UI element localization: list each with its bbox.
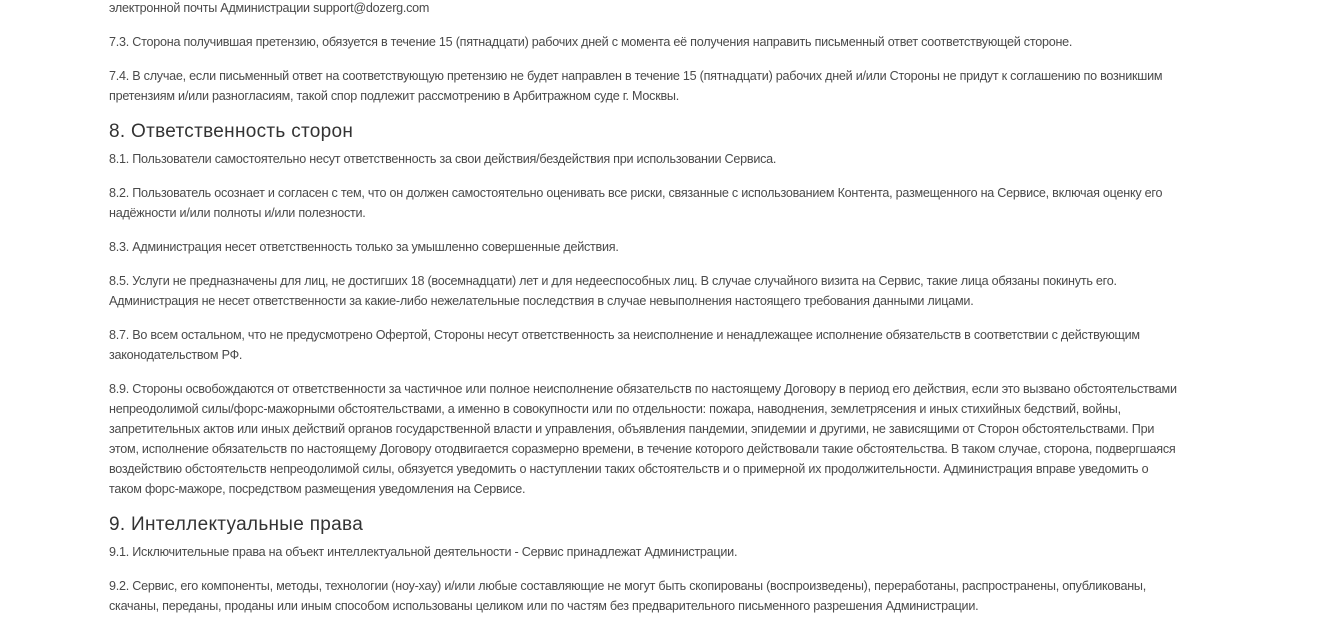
paragraph-7-4: 7.4. В случае, если письменный ответ на соответствующую претензию не будет направлен в течение 15 (пятнадцати) рабочих дней и/или Стороны не придут к соглашению по возникшим претензиям и/или разногласиям, такой спор подлежит рассмотрению в Арбитражном суде г. Москвы. — [109, 69, 1163, 103]
paragraph-8-1: 8.1. Пользователи самостоятельно несут ответственность за свои действия/бездействия при использовании Сервиса. — [109, 152, 777, 166]
paragraph-9-1: 9.1. Исключительные права на объект интеллектуальной деятельности - Сервис принадлежат Администрации. — [109, 545, 738, 559]
paragraph-8-3: 8.3. Администрация несет ответственность только за умышленно совершенные действия. — [109, 240, 619, 254]
paragraph-9-2: 9.2. Сервис, его компоненты, методы, технологии (ноу-хау) и/или любые составляющие не могут быть скопированы (воспроизведены), переработаны, распространены, опубликованы, скачаны, переданы, проданы или иным способом использованы целиком или по частям без предварительного письменного разрешения Администрации. — [109, 579, 1146, 613]
paragraph-7-3: 7.3. Сторона получившая претензию, обязуется в течение 15 (пятнадцати) рабочих дней с момента её получения направить письменный ответ соответствующей стороне. — [109, 35, 1073, 49]
paragraph-8-9: 8.9. Стороны освобождаются от ответственности за частичное или полное неисполнение обязательств по настоящему Договору в период его действия, если это вызвано обстоятельствами непреодолимой силы/форс-мажорными обстоятельствами, а именно в совокупности или по отдельности: пожара, наводнения, землетрясения и иных стихийных бедствий, войны, запретительных актов или иных действий органов государственной власти и управления, объявления пандемии, эпидемии и другими, не зависящими от Сторон обстоятельствами. При этом, исполнение обязательств по настоящему Договору отодвигается соразмерно времени, в течение которого действовали такие обстоятельства. В таком случае, сторона, подвергшаяся воздействию обстоятельств непреодолимой силы, обязуется уведомить о наступлении таких обстоятельств и о примерной их продолжительности. Администрация вправе уведомить о таком форс-мажоре, посредством размещения уведомления на Сервисе. — [109, 382, 1177, 496]
paragraph-8-7: 8.7. Во всем остальном, что не предусмотрено Офертой, Стороны несут ответственность за неисполнение и ненадлежащее исполнение обязательств в соответствии с действующим законодательством РФ. — [109, 328, 1140, 362]
section-heading-9: 9. Интеллектуальные права — [109, 514, 364, 535]
section-heading-8: 8. Ответственность сторон — [109, 121, 354, 142]
paragraph-8-5: 8.5. Услуги не предназначены для лиц, не достигших 18 (восемнадцати) лет и для недееспособных лиц. В случае случайного визита на Сервис, такие лица обязаны покинуть его. Администрация не несет ответственности за какие-либо нежелательные последствия в случае невыполнения настоящего требования данными лицами. — [109, 274, 1117, 308]
paragraph-7-2-end: электронной почты Администрации support@dozerg.com — [109, 1, 430, 15]
paragraph-8-2: 8.2. Пользователь осознает и согласен с тем, что он должен самостоятельно оценивать все риски, связанные с использованием Контента, размещенного на Сервисе, включая оценку его надёжности и/или полноты и/или полезности. — [109, 186, 1163, 220]
terms-document — [109, 0, 1309, 630]
